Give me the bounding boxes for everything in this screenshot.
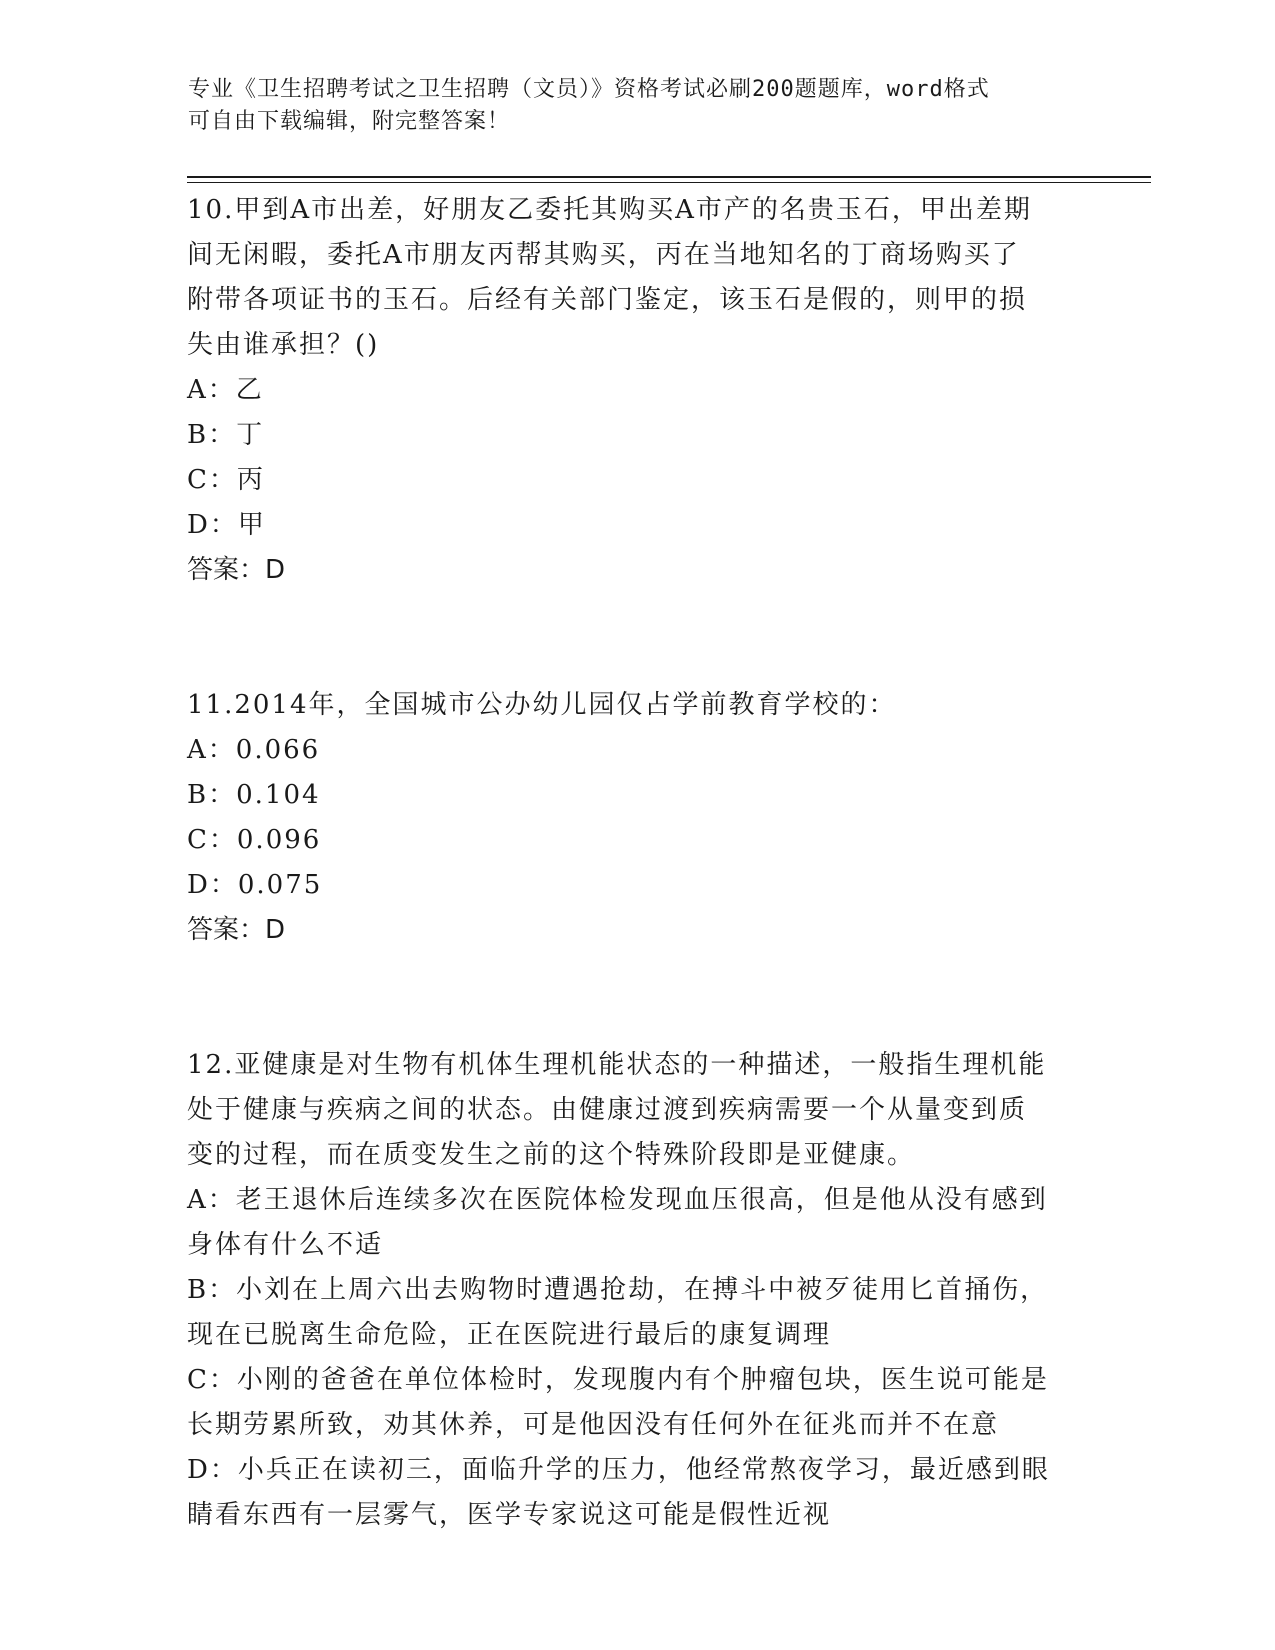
question-stem-line: 处于健康与疾病之间的状态。由健康过渡到疾病需要一个从量变到质: [187, 1095, 1028, 1125]
option-line: 长期劳累所致，劝其休养，可是他因没有任何外在征兆而并不在意: [187, 1410, 1000, 1440]
question-spacer: [187, 998, 1087, 1043]
option-line: 现在已脱离生命危险，正在医院进行最后的康复调理: [187, 1320, 832, 1350]
answer-line: 答案：D: [187, 555, 286, 585]
question-block: [187, 1043, 1087, 1538]
option-line: A：乙: [187, 375, 264, 405]
question-list: [187, 188, 1087, 1538]
header-divider-thick: [187, 176, 1151, 178]
question-stem-line: 附带各项证书的玉石。后经有关部门鉴定，该玉石是假的，则甲的损: [187, 285, 1028, 315]
question-stem-line: 间无闲暇，委托A市朋友丙帮其购买，丙在当地知名的丁商场购买了: [187, 240, 1020, 270]
option-line: C：小刚的爸爸在单位体检时，发现腹内有个肿瘤包块，医生说可能是: [187, 1365, 1049, 1395]
option-line: B：0.104: [187, 780, 321, 810]
option-line: 睛看东西有一层雾气，医学专家说这可能是假性近视: [187, 1500, 832, 1530]
option-line: C：丙: [187, 465, 265, 495]
question-spacer: [187, 593, 1087, 638]
option-line: A：老王退休后连续多次在医院体检发现血压很高，但是他从没有感到: [187, 1185, 1048, 1215]
document-header: [188, 74, 1068, 138]
question-stem-line: 失由谁承担？(): [187, 330, 380, 360]
option-line: D：小兵正在读初三，面临升学的压力，他经常熬夜学习，最近感到眼: [187, 1455, 1050, 1485]
option-line: B：小刘在上周六出去购物时遭遇抢劫，在搏斗中被歹徒用匕首捅伤，: [187, 1275, 1049, 1305]
question-block: [187, 188, 1087, 683]
answer-line: 答案：D: [187, 915, 286, 945]
question-block: [187, 683, 1087, 1043]
question-spacer: [187, 953, 1087, 998]
option-line: D：0.075: [187, 870, 323, 900]
question-stem-line: 10.甲到A市出差，好朋友乙委托其购买A市产的名贵玉石，甲出差期: [187, 195, 1032, 225]
header-divider-thin: [187, 182, 1151, 183]
question-stem-line: 11.2014年，全国城市公办幼儿园仅占学前教育学校的：: [187, 690, 897, 720]
option-line: B：丁: [187, 420, 265, 450]
header-line-2: 可自由下载编辑，附完整答案！: [188, 109, 511, 134]
option-line: D：甲: [187, 510, 266, 540]
option-line: A：0.066: [187, 735, 321, 765]
question-stem-line: 12.亚健康是对生物有机体生理机能状态的一种描述，一般指生理机能: [187, 1050, 1047, 1080]
option-line: 身体有什么不适: [187, 1230, 384, 1260]
question-spacer: [187, 638, 1087, 683]
header-line-1: 专业《卫生招聘考试之卫生招聘（文员）》资格考试必刷200题题库，word格式: [188, 77, 990, 102]
question-stem-line: 变的过程，而在质变发生之前的这个特殊阶段即是亚健康。: [187, 1140, 916, 1170]
option-line: C：0.096: [187, 825, 322, 855]
